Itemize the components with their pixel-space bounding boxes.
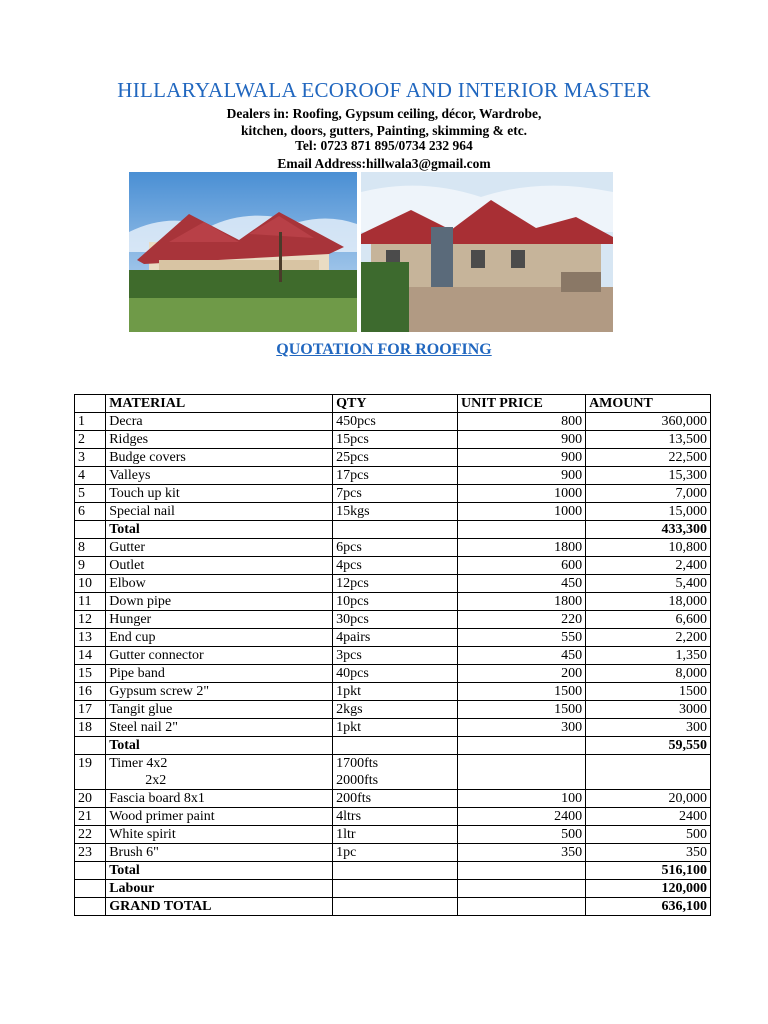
unit-price-cell: 1000 — [458, 485, 586, 503]
row-number — [75, 898, 106, 916]
row-number: 11 — [75, 593, 106, 611]
row-number — [75, 737, 106, 755]
table-row — [75, 826, 711, 844]
amount-cell: 6,600 — [586, 611, 711, 629]
row-number: 9 — [75, 557, 106, 575]
material-cell: Ridges — [106, 431, 333, 449]
material-cell: Pipe band — [106, 665, 333, 683]
qty-cell: 4ltrs — [333, 808, 458, 826]
qty-cell — [333, 880, 458, 898]
company-name: HILLARYALWALA ECOROOF AND INTERIOR MASTER — [117, 78, 651, 102]
table-row — [75, 629, 711, 647]
table-row — [75, 790, 711, 808]
row-number: 1 — [75, 413, 106, 431]
unit-price-cell: 450 — [458, 575, 586, 593]
row-number: 8 — [75, 539, 106, 557]
material-cell: Gutter — [106, 539, 333, 557]
amount-cell: 15,300 — [586, 467, 711, 485]
qty-cell: 25pcs — [333, 449, 458, 467]
qty-cell — [333, 862, 458, 880]
material-cell: Outlet — [106, 557, 333, 575]
amount-cell: 433,300 — [586, 521, 711, 539]
material-cell: Total — [106, 521, 333, 539]
table-row — [75, 503, 711, 521]
material-cell: Gutter connector — [106, 647, 333, 665]
row-number — [75, 862, 106, 880]
material-cell: Valleys — [106, 467, 333, 485]
material-cell: Touch up kit — [106, 485, 333, 503]
amount-cell: 13,500 — [586, 431, 711, 449]
qty-cell: 17pcs — [333, 467, 458, 485]
unit-price-cell: 1800 — [458, 593, 586, 611]
material-cell: Labour — [106, 880, 333, 898]
unit-price-cell — [458, 521, 586, 539]
table-row — [75, 449, 711, 467]
row-number: 21 — [75, 808, 106, 826]
material-cell: Timer 4x2 2x2 — [106, 755, 333, 790]
row-number: 10 — [75, 575, 106, 593]
amount-cell: 10,800 — [586, 539, 711, 557]
material-cell: Brush 6" — [106, 844, 333, 862]
row-number: 22 — [75, 826, 106, 844]
dealers-line-2: kitchen, doors, gutters, Painting, skimming & etc. — [240, 123, 528, 138]
row-number — [75, 521, 106, 539]
house-photo-right — [361, 172, 613, 332]
table-row — [75, 539, 711, 557]
unit-price-cell — [458, 880, 586, 898]
unit-price-cell: 900 — [458, 431, 586, 449]
table-row — [75, 593, 711, 611]
amount-cell: 516,100 — [586, 862, 711, 880]
table-row — [75, 665, 711, 683]
qty-cell — [333, 898, 458, 916]
amount-cell: 18,000 — [586, 593, 711, 611]
row-number: 18 — [75, 719, 106, 737]
qty-cell: 15pcs — [333, 431, 458, 449]
material-cell: Decra — [106, 413, 333, 431]
amount-cell: 1,350 — [586, 647, 711, 665]
unit-price-cell: 500 — [458, 826, 586, 844]
unit-price-cell: 300 — [458, 719, 586, 737]
qty-cell: 3pcs — [333, 647, 458, 665]
material-cell: Elbow — [106, 575, 333, 593]
table-row — [75, 844, 711, 862]
amount-cell: 360,000 — [586, 413, 711, 431]
email-address: Email Address:hillwala3@gmail.com — [277, 156, 491, 171]
table-row — [75, 808, 711, 826]
unit-price-cell — [458, 898, 586, 916]
row-number: 12 — [75, 611, 106, 629]
row-number: 23 — [75, 844, 106, 862]
row-number: 20 — [75, 790, 106, 808]
material-cell: Budge covers — [106, 449, 333, 467]
amount-cell: 20,000 — [586, 790, 711, 808]
material-cell: GRAND TOTAL — [106, 898, 333, 916]
amount-cell: 300 — [586, 719, 711, 737]
row-number: 19 — [75, 755, 106, 790]
qty-cell — [333, 521, 458, 539]
qty-cell: 12pcs — [333, 575, 458, 593]
material-cell: White spirit — [106, 826, 333, 844]
material-cell: Total — [106, 737, 333, 755]
row-number: 3 — [75, 449, 106, 467]
row-number: 5 — [75, 485, 106, 503]
table-row — [75, 862, 711, 880]
row-number: 17 — [75, 701, 106, 719]
amount-cell: 120,000 — [586, 880, 711, 898]
material-cell: Special nail — [106, 503, 333, 521]
material-cell: Steel nail 2" — [106, 719, 333, 737]
table-row — [75, 431, 711, 449]
table-row — [75, 683, 711, 701]
row-number: 14 — [75, 647, 106, 665]
row-number: 16 — [75, 683, 106, 701]
material-cell: Fascia board 8x1 — [106, 790, 333, 808]
unit-price-cell: 1500 — [458, 683, 586, 701]
header-material: MATERIAL — [106, 395, 333, 413]
qty-cell: 15kgs — [333, 503, 458, 521]
row-number: 6 — [75, 503, 106, 521]
unit-price-cell: 900 — [458, 467, 586, 485]
material-cell: End cup — [106, 629, 333, 647]
unit-price-cell — [458, 862, 586, 880]
table-row — [75, 611, 711, 629]
unit-price-cell: 2400 — [458, 808, 586, 826]
qty-cell: 4pcs — [333, 557, 458, 575]
unit-price-cell: 1800 — [458, 539, 586, 557]
telephone: Tel: 0723 871 895/0734 232 964 — [295, 138, 473, 153]
amount-cell: 2400 — [586, 808, 711, 826]
material-cell: Total — [106, 862, 333, 880]
qty-cell: 7pcs — [333, 485, 458, 503]
qty-cell: 1ltr — [333, 826, 458, 844]
qty-cell — [333, 737, 458, 755]
table-row — [75, 737, 711, 755]
unit-price-cell: 600 — [458, 557, 586, 575]
amount-cell: 1500 — [586, 683, 711, 701]
amount-cell: 8,000 — [586, 665, 711, 683]
qty-cell: 450pcs — [333, 413, 458, 431]
qty-cell: 4pairs — [333, 629, 458, 647]
table-row — [75, 413, 711, 431]
amount-cell: 3000 — [586, 701, 711, 719]
qty-cell: 200fts — [333, 790, 458, 808]
qty-cell: 1700fts 2000fts — [333, 755, 458, 790]
unit-price-cell — [458, 737, 586, 755]
unit-price-cell: 200 — [458, 665, 586, 683]
house-photo-left — [129, 172, 357, 332]
table-row — [75, 755, 711, 790]
unit-price-cell: 450 — [458, 647, 586, 665]
row-number: 2 — [75, 431, 106, 449]
unit-price-cell: 100 — [458, 790, 586, 808]
amount-cell: 7,000 — [586, 485, 711, 503]
header-no — [75, 395, 106, 413]
amount-cell: 22,500 — [586, 449, 711, 467]
qty-cell: 1pkt — [333, 683, 458, 701]
amount-cell: 2,200 — [586, 629, 711, 647]
row-number: 15 — [75, 665, 106, 683]
header-unit-price: UNIT PRICE — [458, 395, 586, 413]
qty-cell: 40pcs — [333, 665, 458, 683]
unit-price-cell — [458, 755, 586, 790]
dealers-line-1: Dealers in: Roofing, Gypsum ceiling, décor, Wardrobe, — [226, 106, 542, 121]
amount-cell: 636,100 — [586, 898, 711, 916]
qty-cell: 2kgs — [333, 701, 458, 719]
table-row — [75, 467, 711, 485]
amount-cell: 5,400 — [586, 575, 711, 593]
unit-price-cell: 350 — [458, 844, 586, 862]
unit-price-cell: 1000 — [458, 503, 586, 521]
qty-cell: 30pcs — [333, 611, 458, 629]
table-row — [75, 575, 711, 593]
qty-cell: 1pkt — [333, 719, 458, 737]
amount-cell: 500 — [586, 826, 711, 844]
table-row — [75, 557, 711, 575]
quotation-title: QUOTATION FOR ROOFING — [276, 341, 492, 358]
qty-cell: 1pc — [333, 844, 458, 862]
table-header-row — [75, 395, 711, 413]
quotation-table — [74, 394, 711, 916]
table-row — [75, 521, 711, 539]
row-number — [75, 880, 106, 898]
amount-cell: 59,550 — [586, 737, 711, 755]
table-row — [75, 880, 711, 898]
amount-cell: 15,000 — [586, 503, 711, 521]
amount-cell: 2,400 — [586, 557, 711, 575]
amount-cell — [586, 755, 711, 790]
table-row — [75, 701, 711, 719]
table-row — [75, 719, 711, 737]
material-cell: Wood primer paint — [106, 808, 333, 826]
unit-price-cell: 900 — [458, 449, 586, 467]
qty-cell: 10pcs — [333, 593, 458, 611]
amount-cell: 350 — [586, 844, 711, 862]
row-number: 4 — [75, 467, 106, 485]
header-qty: QTY — [333, 395, 458, 413]
material-cell: Gypsum screw 2" — [106, 683, 333, 701]
unit-price-cell: 1500 — [458, 701, 586, 719]
header-amount: AMOUNT — [586, 395, 711, 413]
table-row — [75, 898, 711, 916]
unit-price-cell: 220 — [458, 611, 586, 629]
material-cell: Hunger — [106, 611, 333, 629]
material-cell: Down pipe — [106, 593, 333, 611]
table-row — [75, 647, 711, 665]
row-number: 13 — [75, 629, 106, 647]
table-row — [75, 485, 711, 503]
unit-price-cell: 550 — [458, 629, 586, 647]
material-cell: Tangit glue — [106, 701, 333, 719]
unit-price-cell: 800 — [458, 413, 586, 431]
qty-cell: 6pcs — [333, 539, 458, 557]
